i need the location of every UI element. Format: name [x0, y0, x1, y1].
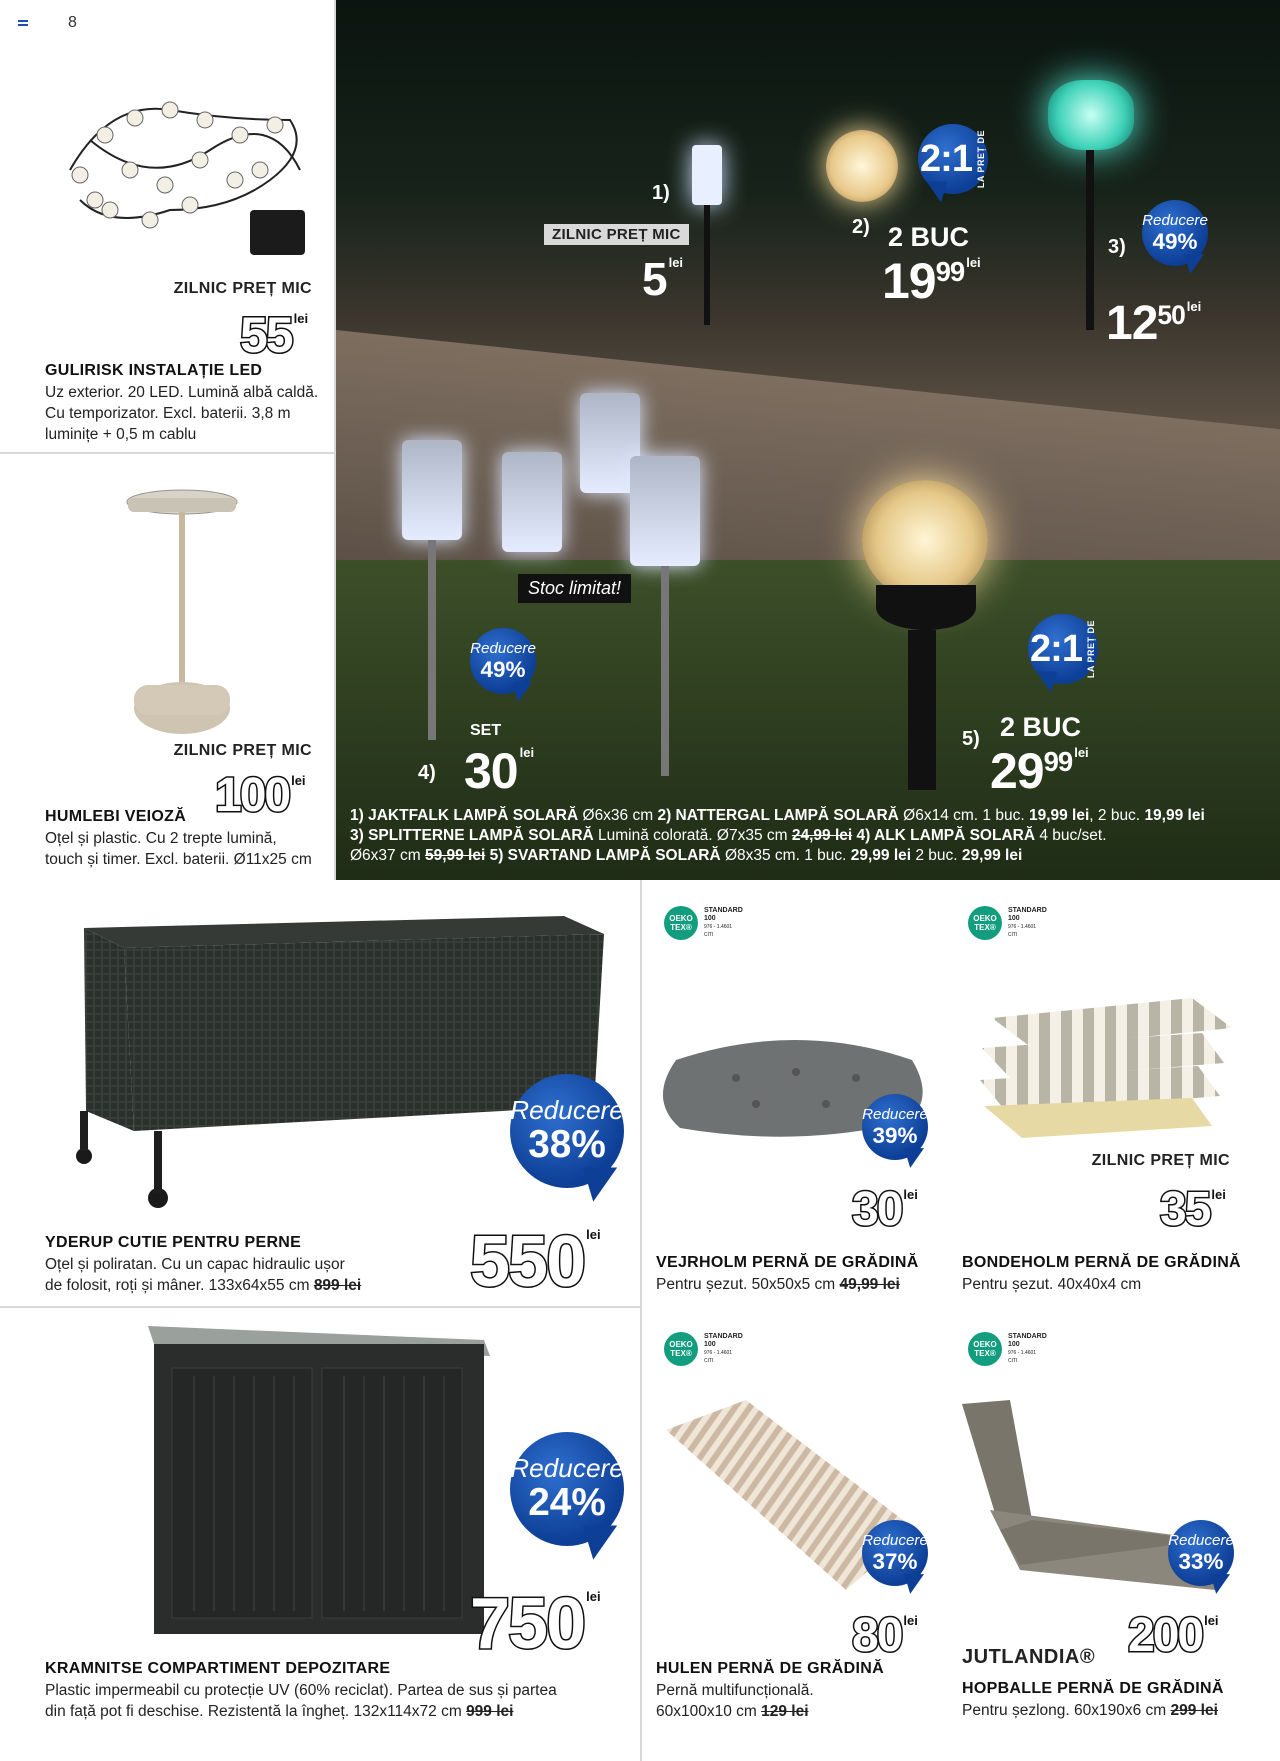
quantity-label: 2 BUC	[1000, 712, 1082, 742]
lamp-4a	[402, 440, 462, 540]
quantity-label: 2 BUC	[888, 222, 970, 252]
discount-badge: Reducere 38%	[510, 1074, 624, 1188]
deal-2-for-1-badge: 2:1 LA PREȚ DE	[1028, 614, 1098, 684]
product-title: HOPBALLE PERNĂ DE GRĂDINĂ	[962, 1680, 1224, 1697]
lamp-4d-stake	[661, 566, 669, 776]
oeko-tex-logo: OEKO TEX® STANDARD 100 976 - 1.4601 CITI	[664, 906, 743, 940]
price: 100 $^{lei}$	[215, 769, 306, 822]
item-number: 5)	[962, 728, 980, 750]
discount-badge: Reducere 33%	[1168, 1520, 1234, 1586]
lamp-4b	[502, 452, 562, 552]
price: 80 $^{lei}$	[852, 1609, 918, 1662]
oeko-tex-logo: OEKO TEX® STANDARD 100 976 - 1.4601 CITI	[968, 906, 1047, 940]
product-title: HUMLEBI VEIOZĂ	[45, 808, 187, 825]
striped-cushions-image	[962, 988, 1236, 1138]
menu-icon[interactable]	[18, 20, 28, 28]
storage-shed-image	[144, 1326, 494, 1644]
product-title: VEJRHOLM PERNĂ DE GRĂDINĂ	[656, 1254, 919, 1271]
lamp-3	[1048, 80, 1134, 150]
product-description: Oțel și poliratan. Cu un capac hidraulic ușor de folosit, roți și mâner. 133x64x55 cm 899 lei	[45, 1256, 362, 1294]
solar-lamps-hero	[336, 0, 1280, 880]
lamp-5-base	[876, 585, 976, 630]
page-number: 8	[68, 14, 77, 31]
product-description: Uz exterior. 20 LED. Lumină albă caldă. Cu temporizator. Excl. baterii. 3,8 m luminițe + 0,5 m cablu	[45, 384, 319, 443]
item-number: 3)	[1108, 236, 1126, 258]
limited-stock-label: Stoc limitat!	[518, 574, 631, 603]
product-title: BONDEHOLM PERNĂ DE GRĂDINĂ	[962, 1254, 1241, 1271]
deal-2-for-1-badge: 2:1 LA PREȚ DE	[918, 124, 988, 194]
daily-low-price-tag: ZILNIC PREȚ MIC	[544, 224, 689, 245]
daily-low-price-tag: ZILNIC PREȚ MIC	[173, 742, 312, 759]
item-number: 1)	[652, 182, 670, 204]
product-title: KRAMNITSE COMPARTIMENT DEPOZITARE	[45, 1660, 391, 1677]
price: $19^{99}$ $^{lei}$	[882, 253, 981, 309]
product-description: Pentru șezut. 50x50x5 cm 49,99 lei	[656, 1276, 900, 1293]
product-description: Pentru șezlong. 60x190x6 cm 299 lei	[962, 1702, 1218, 1719]
product-description: Pernă multifuncțională. 60x100x10 cm 129 lei	[656, 1682, 814, 1720]
item-number: 2)	[852, 216, 870, 238]
divider	[0, 1306, 640, 1308]
price: 550 $^{lei}$	[470, 1222, 601, 1302]
led-string-image	[50, 80, 320, 270]
divider	[640, 880, 642, 1761]
lamp-5	[862, 480, 988, 600]
discount-badge: Reducere 49%	[1142, 200, 1208, 266]
divider	[0, 452, 334, 454]
lamp-1-stake	[704, 205, 710, 325]
discount-badge: Reducere 24%	[510, 1432, 624, 1546]
discount-badge: Reducere 37%	[862, 1520, 928, 1586]
lamp-5-stake	[908, 630, 936, 790]
price: 55 $^{lei}$	[240, 307, 309, 363]
item-number: 4)	[418, 762, 436, 784]
daily-low-price-tag: ZILNIC PREȚ MIC	[1091, 1152, 1230, 1169]
daily-low-price-tag: ZILNIC PREȚ MIC	[173, 280, 312, 297]
lamp-4d	[630, 456, 700, 566]
price: $29^{99}$ $^{lei}$	[990, 743, 1089, 799]
product-description: Oțel și plastic. Cu 2 trepte lumină, touch și timer. Excl. baterii. Ø11x25 cm	[45, 830, 312, 868]
lamp-2	[826, 130, 898, 202]
hero-caption: 1) JAKTFALK LAMPĂ SOLARĂ Ø6x36 cm 2) NATTERGAL LAMPĂ SOLARĂ Ø6x14 cm. 1 buc. 19,99 lei, 2 buc. 19,99 lei 3) SPLITTERNE LAMPĂ SOLARĂ Lumină colorată. Ø7x35 cm 24,99 lei 4) ALK LAMPĂ SOLARĂ 4 buc/set. Ø6x37 cm 59,99 lei 5) SVARTAND LAMPĂ SOLARĂ Ø8x35 cm. 1 buc. 29,99 lei 2 buc. 29,99 lei	[350, 807, 1205, 864]
oeko-tex-logo: OEKO TEX® STANDARD 100 976 - 1.4601 CITI	[664, 1332, 743, 1366]
product-title: HULEN PERNĂ DE GRĂDINĂ	[656, 1660, 884, 1677]
table-lamp-image	[120, 480, 245, 740]
set-label: SET	[470, 722, 502, 739]
discount-badge: Reducere 39%	[862, 1094, 928, 1160]
price: $12^{50}$ $^{lei}$	[1106, 297, 1202, 350]
discount-badge: Reducere 49%	[470, 628, 536, 694]
price: 35 $^{lei}$	[1160, 1183, 1226, 1236]
lamp-1	[692, 145, 722, 205]
price: 30 $^{lei}$	[852, 1183, 918, 1236]
lamp-4a-stake	[428, 540, 436, 740]
price: 200 $^{lei}$	[1128, 1609, 1219, 1662]
price: 750 $^{lei}$	[470, 1584, 601, 1664]
lamp-3-stake	[1086, 150, 1094, 330]
product-title: GULIRISK INSTALAȚIE LED	[45, 362, 263, 379]
product-description: Pentru șezut. 40x40x4 cm	[962, 1276, 1142, 1293]
jutlandia-brand-logo: JUTLANDIA®	[962, 1646, 1096, 1668]
oeko-tex-logo: OEKO TEX® STANDARD 100 976 - 1.4601 CITI	[968, 1332, 1047, 1366]
product-title: YDERUP CUTIE PENTRU PERNE	[45, 1234, 302, 1251]
product-description: Plastic impermeabil cu protecție UV (60% reciclat). Partea de sus și partea din față pot fi deschise. Rezistentă la îngheț. 132x114x72 cm 999 lei	[45, 1682, 557, 1720]
price: 5 $^{lei}$	[642, 253, 684, 305]
price: 30 $^{lei}$	[464, 743, 535, 799]
